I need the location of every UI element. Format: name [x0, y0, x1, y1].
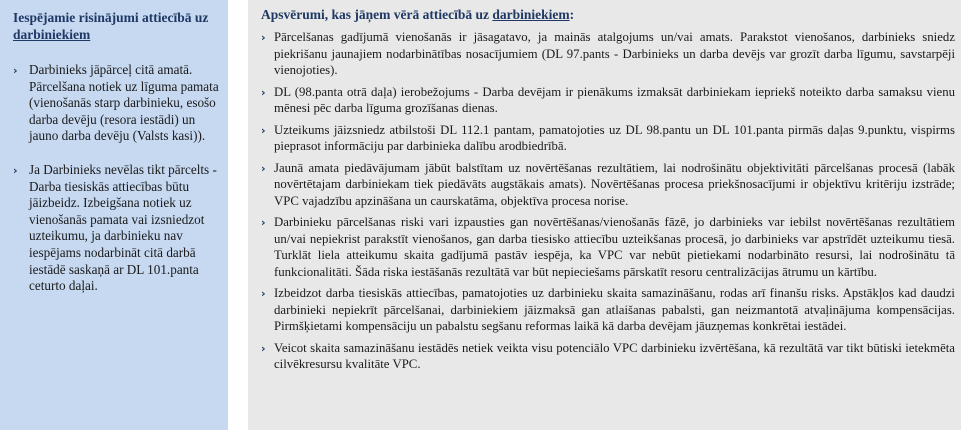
solution-item-text: Ja Darbinieks nevēlas tikt pārcelts - Darba tiesiskās attiecības būtu jāizbeidz. Izbeigšana notiek uz vienošanās pamata vai izsniedzot uzteikumu, ja darbinieku nav iespējams nodarbināt citā darbā iestādē saskaņā ar DL 101.panta ceturto daļai.	[29, 161, 217, 294]
chevron-right-icon: ›	[261, 216, 266, 229]
chevron-right-icon: ›	[13, 163, 18, 177]
chevron-right-icon: ›	[261, 85, 266, 99]
consideration-item	[261, 214, 955, 280]
consideration-item-text: Izbeidzot darba tiesiskās attiecības, pamatojoties uz darbinieku skaita samazināšanu, rodas arī finanšu risks. Apstākļos kad daudzi darbinieki nepiekrīt pārcelšanai, darbiniekiem jāizmaksā gan atlaišanas pabalsti, gan neizmantotā atvaļinājuma kompensācijas. Pirmšķietami kompensāciju un pabalstu segšanu reformas laikā kā darba devējam jāuzņemas konkrētai iestādei.	[274, 286, 955, 333]
solution-item	[13, 62, 220, 145]
solutions-title-link: darbiniekiem	[13, 27, 91, 42]
solution-item-text: Darbinieks jāpārceļ citā amatā. Pārcelšana notiek uz līguma pamata (vienošanās starp darbinieku, esošo darba devēju (resora iestādi) un jauno darba devēju (Valsts kasi)).	[29, 62, 219, 144]
consideration-item-text: Uzteikums jāizsniedz atbilstoši DL 112.1 pantam, pamatojoties uz DL 98.pantu un DL 101.panta pirmās daļas 9.punktu, vispirms pieprasot informāciju par darbinieka dalību arodbiedrībā.	[274, 122, 955, 153]
chevron-right-icon: ›	[261, 161, 266, 175]
consideration-item-text: Jaunā amata piedāvājumam jābūt balstītam uz novērtēšanas rezultātiem, lai nodrošinātu objektivitāti pārcelšanas procesā (labāk novērtētajam darbiniekam tiek piedāvāts augstākais amats). Novērtēšanas procesa priekšnosacījumi ir objektīvu kritēriju izstrāde; VPC vajadzību apzināšana un caurskatāma, objektīva procesa norise.	[274, 160, 955, 208]
chevron-right-icon: ›	[261, 287, 266, 300]
solutions-title-text: Iespējamie risinājumi attiecībā uz	[13, 10, 209, 25]
considerations-panel	[248, 0, 961, 430]
considerations-title-link: darbiniekiem	[492, 7, 570, 22]
considerations-title-text: Apsvērumi, kas jāņem vērā attiecībā uz	[261, 7, 493, 22]
consideration-item	[261, 285, 955, 335]
consideration-item	[261, 122, 955, 155]
chevron-right-icon: ›	[261, 31, 266, 44]
consideration-item	[261, 84, 955, 117]
consideration-item-text: DL (98.panta otrā daļa) ierobežojums - Darba devējam ir pienākums izmaksāt darbiniekam iepriekš noteikto darba samaksu vienu mēnesi pēc darba līguma grozīšanas dienas.	[274, 84, 955, 115]
solution-item	[13, 162, 220, 295]
solutions-panel	[0, 0, 228, 430]
considerations-title	[261, 6, 955, 23]
solutions-list	[13, 62, 220, 295]
consideration-item-text: Darbinieku pārcelšanas riski vari izpausties gan novērtēšanas/vienošanās fāzē, jo darbinieks var iebilst novērtēšanas rezultātiem un/vai nepiekrist parakstīt vienošanos, gan darba tiesisko attiecību uzteikšanas procesā, jo darbinieks var apstrīdēt uzteikumu tiesā. Turklāt liela atteikumu skaita gadījumā pastāv iespēja, ka VPC var nebūt pietiekami nodarbināto resursi, lai nodrošinātu tā funkcionalitāti. Šāda riska iestāšanās rezultātā var būt nepieciešams pārskatīt resoru centralizācijas ātrumu un kārtību.	[274, 215, 955, 279]
consideration-item	[261, 29, 955, 79]
chevron-right-icon: ›	[261, 341, 266, 355]
considerations-list	[261, 29, 955, 373]
consideration-item	[261, 340, 955, 373]
consideration-item-text: Veicot skaita samazināšanu iestādēs netiek veikta visu potenciālo VPC darbinieku izvērtēšana, kā rezultātā var tikt būtiski ietekmēta cilvēkresursu kvalitāte VPC.	[274, 340, 955, 371]
chevron-right-icon: ›	[261, 123, 266, 137]
consideration-item	[261, 160, 955, 210]
solutions-title	[13, 9, 220, 43]
chevron-right-icon: ›	[13, 64, 18, 77]
considerations-title-suffix: :	[569, 7, 575, 22]
consideration-item-text: Pārcelšanas gadījumā vienošanās ir jāsagatavo, ja mainās atalgojums un/vai amats. Parakstot vienošanos, darbinieks sniedz piekrišanu jaunajiem nodarbinātības nosacījumiem (DL 97.pants - Darbinieks un darba devējs var grozīt darba līgumu, savstarpēji vienojoties).	[274, 30, 955, 77]
